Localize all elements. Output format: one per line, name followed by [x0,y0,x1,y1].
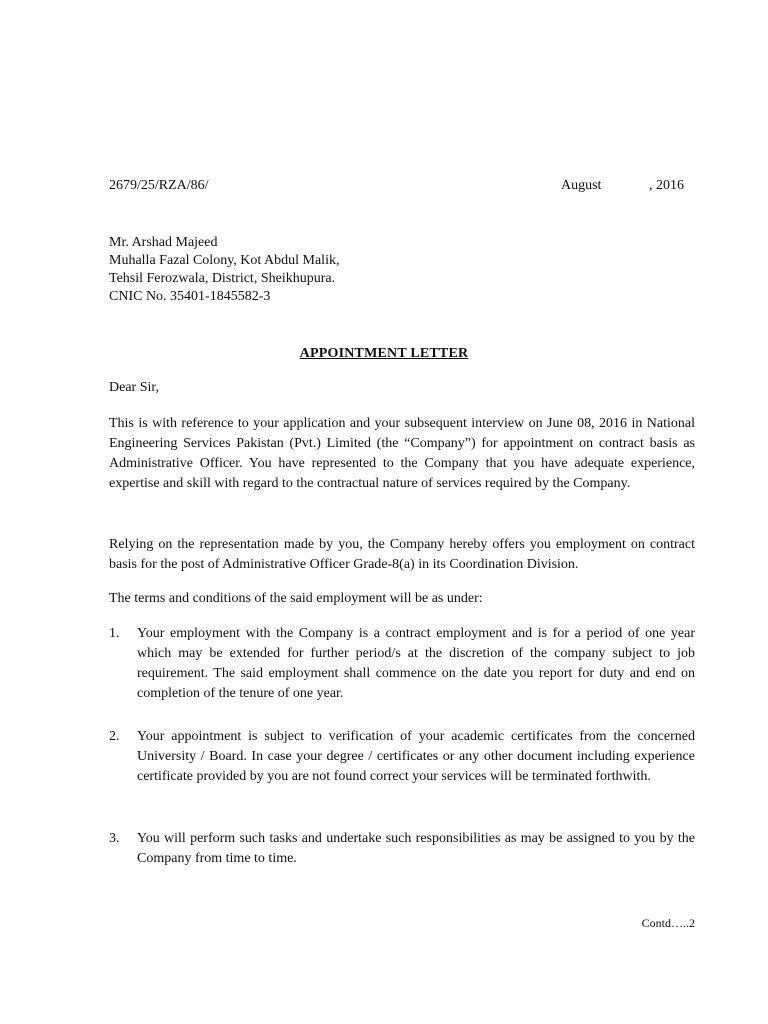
term-text: Your appointment is subject to verification of your academic certificates from the concerned University / Board. In case your degree / certificates or any other document including experience certificate provided by you are not found correct your services will be terminated forthwith. [137,729,695,784]
term-number: 1. [109,626,120,641]
date-month: August [561,178,602,193]
term-number: 3. [109,831,120,846]
reference-number: 2679/25/RZA/86/ [109,178,209,193]
body-paragraph-3: The terms and conditions of the said employment will be as under: [109,591,483,606]
recipient-address-line-2: Tehsil Ferozwala, District, Sheikhupura. [109,271,336,286]
term-text: Your employment with the Company is a contract employment and is for a period of one year which may be extended for further period/s at the discretion of the company subject to job requirement. The said employment shall commence on the date you report for duty and end on completion of the tenure of one year. [137,626,695,701]
reference-date-line [109,176,689,196]
body-paragraph-2: Relying on the representation made by you, the Company hereby offers you employment on contract basis for the post of Administrative Officer Grade-8(a) in its Coordination Division. [109,537,695,572]
salutation: Dear Sir, [109,380,159,395]
term-number: 2. [109,729,120,744]
date-year: , 2016 [649,178,684,193]
recipient-name: Mr. Arshad Majeed [109,235,218,250]
recipient-address-line-1: Muhalla Fazal Colony, Kot Abdul Malik, [109,253,340,268]
letter-date [561,176,684,196]
recipient-cnic: CNIC No. 35401-1845582-3 [109,289,271,304]
letter-subject: APPOINTMENT LETTER [299,346,469,361]
recipient-address [109,234,509,306]
body-paragraph-1: This is with reference to your application and your subsequent interview on June 08, 2016 in National Engineering Services Pakistan (Pvt.) Limited (the “Company”) for appointment on contract basis as Administrative Officer. You have represented to the Company that you have adequate experience, expertise and skill with regard to the contractual nature of services required by the Company. [109,416,695,491]
term-text: You will perform such tasks and undertake such responsibilities as may be assigned to you by the Company from time to time. [137,831,695,866]
continuation-note: Contd…..2 [641,916,695,930]
